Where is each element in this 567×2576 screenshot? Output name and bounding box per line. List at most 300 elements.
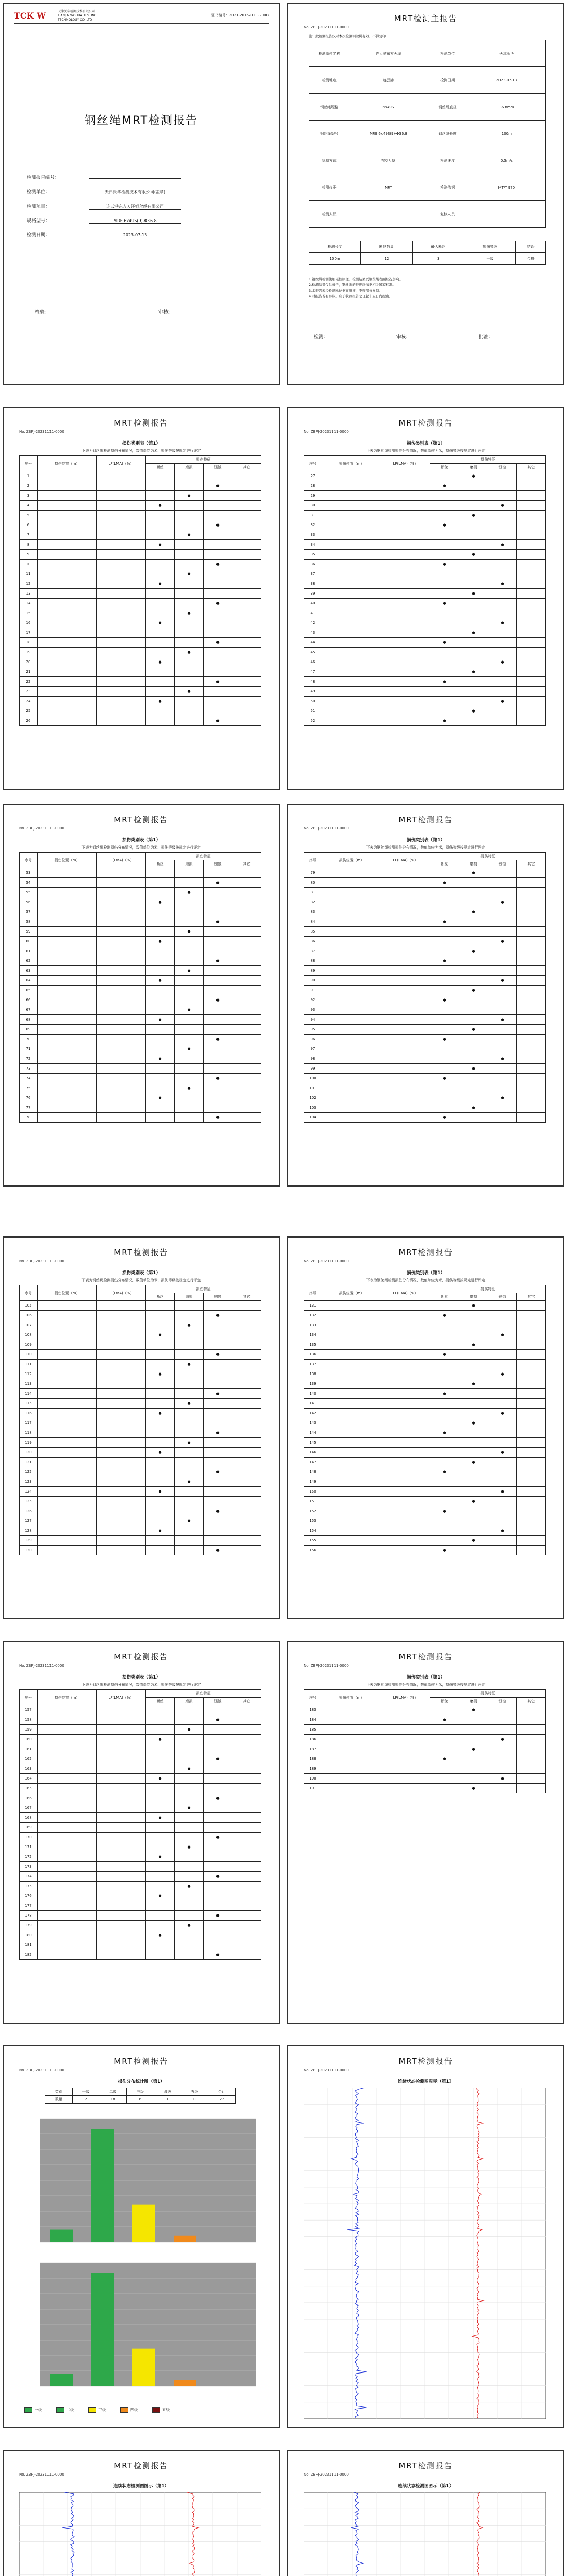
cell-mark (175, 1074, 204, 1083)
cell-lf (97, 1054, 146, 1064)
cell-mark (517, 1705, 546, 1715)
cell-index: 26 (20, 716, 38, 726)
cell-mark: ● (204, 1074, 232, 1083)
cell-position (322, 946, 381, 956)
cell-index: 141 (304, 1399, 322, 1409)
cell-mark (175, 560, 204, 569)
cell-mark (175, 481, 204, 491)
result-cell: 合格 (516, 253, 546, 265)
bar (174, 2380, 196, 2386)
cell-mark (204, 530, 232, 540)
cell-mark (232, 1409, 261, 1418)
summary-note: 注：此检测报告仅对本次检测钢丝绳有效，不得复印 (309, 34, 386, 38)
table-title: 损伤类别表（第1） (122, 1675, 160, 1680)
cell-mark (204, 1744, 232, 1754)
cell-mark (232, 540, 261, 550)
cell-mark (204, 1784, 232, 1793)
damage-page (3, 804, 280, 1187)
cell-mark (232, 1350, 261, 1360)
cell-mark (204, 1330, 232, 1340)
cell-position (38, 878, 97, 888)
cell-mark: ● (146, 1813, 175, 1823)
cell-mark (517, 589, 546, 599)
cell-mark: ● (175, 1477, 204, 1487)
cell-lf (97, 1409, 146, 1418)
cell-lf (97, 1458, 146, 1467)
result-cell: 3 (412, 253, 464, 265)
cell-lf (97, 520, 146, 530)
cell-lf (381, 638, 430, 648)
cell-lf (97, 1350, 146, 1360)
row-value (349, 201, 427, 228)
table-row (20, 986, 261, 995)
cell-position (38, 1301, 97, 1311)
cell-index: 158 (20, 1715, 38, 1725)
cell-mark (204, 1862, 232, 1872)
table-row (20, 1516, 261, 1526)
table-row (20, 540, 261, 550)
cell-mark (517, 1369, 546, 1379)
cell-mark (175, 1813, 204, 1823)
cell-lf (97, 1891, 146, 1901)
cell-mark (175, 1940, 204, 1950)
cell-lf (381, 1093, 430, 1103)
cell-position (38, 1852, 97, 1862)
cell-lf (381, 1764, 430, 1774)
cell-lf (381, 878, 430, 888)
row-value: MRE 6x49S(9)-Φ36.8 (349, 121, 427, 147)
cell-mark: ● (459, 1103, 488, 1113)
cell-mark (175, 1823, 204, 1833)
cell-index: 29 (304, 491, 322, 501)
cell-lf (381, 1389, 430, 1399)
cell-mark (459, 520, 488, 530)
cell-mark (430, 550, 459, 560)
cell-mark: ● (459, 907, 488, 917)
cell-position (38, 1793, 97, 1803)
cell-mark (517, 1497, 546, 1506)
cell-mark: ● (459, 1340, 488, 1350)
table-note: 下表为钢丝绳检测损伤分布情况，数值单位为米，损伤等级按规定进行评定 (366, 1683, 486, 1687)
cell-mark (488, 1025, 517, 1035)
cell-index: 149 (304, 1477, 322, 1487)
cell-mark: ● (430, 1113, 459, 1123)
summary-row (309, 94, 546, 121)
cell-mark (204, 1536, 232, 1546)
cell-position (322, 986, 381, 995)
cell-mark (459, 1093, 488, 1103)
cell-position (322, 868, 381, 878)
cell-lf (381, 530, 430, 540)
cell-mark (488, 1340, 517, 1350)
table-row (20, 1360, 261, 1369)
cell-mark (517, 511, 546, 520)
cell-position (38, 1862, 97, 1872)
cell-mark (517, 1735, 546, 1744)
cell-lf (381, 1103, 430, 1113)
cell-mark (146, 1833, 175, 1842)
cell-mark (204, 579, 232, 589)
stats-head-cell: 二级 (99, 2088, 127, 2096)
cell-lf (97, 491, 146, 501)
cell-mark: ● (430, 1035, 459, 1044)
cell-mark (488, 589, 517, 599)
cell-mark (488, 1725, 517, 1735)
cell-position (38, 888, 97, 897)
field-value: 2023-07-13 (89, 233, 181, 238)
cell-index: 119 (20, 1438, 38, 1448)
cell-mark (430, 687, 459, 697)
table-row (20, 1044, 261, 1054)
cell-mark: ● (430, 677, 459, 687)
cell-mark (146, 1705, 175, 1715)
cell-mark (517, 1093, 546, 1103)
cell-lf (381, 1399, 430, 1409)
damage-page (3, 407, 280, 790)
cell-mark: ● (430, 1506, 459, 1516)
cell-mark (232, 638, 261, 648)
cell-position (322, 917, 381, 927)
cell-position (38, 1074, 97, 1083)
cell-mark (232, 1744, 261, 1754)
cell-mark (232, 878, 261, 888)
cell-mark (146, 1862, 175, 1872)
cell-mark (146, 1842, 175, 1852)
cell-mark (204, 1852, 232, 1862)
field-label: 检测日期： (27, 233, 51, 238)
cell-mark (146, 1340, 175, 1350)
cell-mark (175, 638, 204, 648)
report-number: No. ZBFJ-20231111-0000 (304, 25, 349, 29)
result-head-cell: 最大断丝 (412, 241, 464, 253)
cell-lf (381, 1546, 430, 1555)
col-head: 损伤位置（m） (38, 456, 97, 471)
cell-mark (488, 917, 517, 927)
legend-label: 二级 (66, 2408, 74, 2412)
table-note: 下表为钢丝绳检测损伤分布情况，数值单位为米，损伤等级按规定进行评定 (366, 1278, 486, 1282)
cell-mark (430, 1301, 459, 1311)
table-row (304, 687, 546, 697)
cell-index: 87 (304, 946, 322, 956)
cell-mark: ● (175, 966, 204, 976)
cell-mark: ● (175, 1438, 204, 1448)
cell-mark (146, 1872, 175, 1882)
summary-row (309, 174, 546, 201)
cell-index: 140 (304, 1389, 322, 1399)
cell-mark (175, 868, 204, 878)
cell-index: 106 (20, 1311, 38, 1320)
cell-position (38, 1399, 97, 1409)
cell-mark (146, 1546, 175, 1555)
cell-index: 122 (20, 1467, 38, 1477)
table-header (20, 456, 261, 464)
cell-lf (97, 628, 146, 638)
cell-mark (430, 1409, 459, 1418)
cell-mark (204, 550, 232, 560)
col-head: 序号 (20, 853, 38, 868)
cell-mark: ● (146, 1330, 175, 1340)
result-cell: 100m (309, 253, 361, 265)
row-label2: 检测依据 (427, 174, 468, 201)
cell-mark (517, 1360, 546, 1369)
cell-index: 170 (20, 1833, 38, 1842)
stats-page (3, 2045, 280, 2428)
cell-mark (459, 1506, 488, 1516)
lma-curve (473, 2492, 483, 2576)
cell-mark (146, 1458, 175, 1467)
cell-mark: ● (175, 927, 204, 937)
cell-position (322, 716, 381, 726)
cell-mark (459, 1735, 488, 1744)
lf-curve (348, 2492, 367, 2576)
cell-position (322, 1015, 381, 1025)
cell-mark: ● (146, 1487, 175, 1497)
col-head: 损伤位置（m） (38, 1285, 97, 1301)
cell-mark: ● (175, 1842, 204, 1852)
cell-mark (488, 1467, 517, 1477)
cell-mark (204, 569, 232, 579)
cell-lf (97, 608, 146, 618)
col-head: 断丝 (146, 1698, 175, 1705)
cell-lf (97, 1852, 146, 1862)
stats-head-cell: 类别 (45, 2088, 73, 2096)
cell-mark: ● (146, 1369, 175, 1379)
table-row (304, 1044, 546, 1054)
cell-index: 155 (304, 1536, 322, 1546)
cell-mark (204, 1015, 232, 1025)
col-head: 其它 (517, 1698, 546, 1705)
cell-mark (232, 501, 261, 511)
cell-mark (430, 907, 459, 917)
table-row (20, 888, 261, 897)
cell-mark (459, 1546, 488, 1555)
cell-mark: ● (459, 667, 488, 677)
cell-lf (97, 1930, 146, 1940)
cell-index: 144 (304, 1428, 322, 1438)
cell-mark (232, 628, 261, 638)
cell-mark (459, 1320, 488, 1330)
page-title: MRT检测报告 (398, 815, 453, 824)
cell-mark (175, 1546, 204, 1555)
curve-page (3, 2450, 280, 2576)
cell-mark (232, 618, 261, 628)
bar (91, 2129, 114, 2242)
cell-mark (204, 1823, 232, 1833)
cell-mark (175, 1113, 204, 1123)
table-note: 下表为钢丝绳检测损伤分布情况，数值单位为米，损伤等级按规定进行评定 (81, 449, 201, 453)
cell-index: 112 (20, 1369, 38, 1379)
sign-reviewer: 审核： (396, 335, 411, 340)
cell-index: 35 (304, 550, 322, 560)
cell-mark (146, 1418, 175, 1428)
table-row (304, 569, 546, 579)
table-row (20, 868, 261, 878)
cell-mark (430, 628, 459, 638)
cell-mark (175, 1369, 204, 1379)
cell-mark (517, 667, 546, 677)
cell-position (322, 530, 381, 540)
cell-mark (204, 697, 232, 706)
cell-mark (232, 897, 261, 907)
cell-mark (146, 1389, 175, 1399)
cell-lf (381, 937, 430, 946)
cell-mark (146, 648, 175, 657)
result-cell: 一级 (464, 253, 515, 265)
col-head: 损伤位置（m） (322, 1285, 381, 1301)
cell-mark (175, 1350, 204, 1360)
cell-mark (146, 1764, 175, 1774)
table-row (20, 1330, 261, 1340)
cell-mark: ● (459, 1301, 488, 1311)
cell-mark (204, 657, 232, 667)
cell-lf (381, 995, 430, 1005)
cell-lf (97, 1103, 146, 1113)
cell-lf (97, 687, 146, 697)
cell-mark: ● (175, 569, 204, 579)
field-value (89, 178, 181, 179)
cell-mark: ● (488, 1369, 517, 1379)
cell-index: 28 (304, 481, 322, 491)
table-row (20, 530, 261, 540)
table-row (20, 1389, 261, 1399)
cell-position (38, 618, 97, 628)
cell-index: 94 (304, 1015, 322, 1025)
cell-index: 44 (304, 638, 322, 648)
table-row (20, 511, 261, 520)
cell-mark: ● (146, 1015, 175, 1025)
cell-position (38, 1005, 97, 1015)
cell-index: 148 (304, 1467, 322, 1477)
cell-position (322, 1477, 381, 1487)
group-head: 损伤特征 (146, 1285, 261, 1293)
cell-position (38, 667, 97, 677)
bar (91, 2273, 114, 2386)
cell-position (38, 1744, 97, 1754)
cell-mark (459, 1074, 488, 1083)
cell-index: 179 (20, 1921, 38, 1930)
cell-lf (97, 1093, 146, 1103)
cell-mark: ● (175, 530, 204, 540)
cell-mark (175, 1891, 204, 1901)
cell-lf (381, 520, 430, 530)
cell-mark (146, 1715, 175, 1725)
cell-position (38, 897, 97, 907)
cell-mark (146, 927, 175, 937)
cell-mark: ● (430, 878, 459, 888)
cell-index: 191 (304, 1784, 322, 1793)
cell-mark (175, 1911, 204, 1921)
cell-mark (459, 1428, 488, 1438)
cell-mark: ● (430, 956, 459, 966)
cell-index: 67 (20, 1005, 38, 1015)
table-title: 损伤类别表（第1） (407, 838, 445, 843)
field-label: 规格型号： (27, 218, 51, 224)
page-title: MRT检测报告 (114, 1248, 169, 1257)
cell-mark (146, 1882, 175, 1891)
table-row (20, 1301, 261, 1311)
cell-lf (381, 1035, 430, 1044)
table-row (20, 716, 261, 726)
row-label2: 钢丝绳直径 (427, 94, 468, 121)
cell-mark (175, 1458, 204, 1467)
cell-index: 8 (20, 540, 38, 550)
cell-mark (232, 667, 261, 677)
cell-position (38, 907, 97, 917)
table-row (304, 589, 546, 599)
cell-lf (97, 1813, 146, 1823)
cell-position (38, 1715, 97, 1725)
cell-index: 2 (20, 481, 38, 491)
table-row (304, 706, 546, 716)
cell-mark (232, 1891, 261, 1901)
cell-index: 147 (304, 1458, 322, 1467)
table-row (304, 1369, 546, 1379)
cell-mark (517, 1764, 546, 1774)
cell-mark: ● (204, 1715, 232, 1725)
cell-mark (517, 1536, 546, 1546)
group-head: 损伤特征 (146, 853, 261, 860)
cell-mark (488, 716, 517, 726)
cell-index: 9 (20, 550, 38, 560)
cell-mark (459, 1113, 488, 1123)
cell-position (38, 995, 97, 1005)
report-number: No. ZBFJ-20231111-0000 (304, 430, 349, 434)
cell-position (322, 599, 381, 608)
cell-lf (381, 550, 430, 560)
summary-page (287, 3, 564, 385)
table-row (20, 1506, 261, 1516)
cell-index: 146 (304, 1448, 322, 1458)
cell-mark (459, 917, 488, 927)
cover-page (3, 3, 280, 385)
cell-position (38, 1546, 97, 1555)
table-row (304, 1497, 546, 1506)
cell-lf (381, 917, 430, 927)
cell-mark: ● (430, 638, 459, 648)
cell-mark (146, 1113, 175, 1123)
cell-lf (381, 1715, 430, 1725)
cell-index: 177 (20, 1901, 38, 1911)
table-row (304, 1311, 546, 1320)
cell-mark (459, 1399, 488, 1409)
cell-mark (488, 491, 517, 501)
cell-mark (488, 1389, 517, 1399)
table-row (20, 1546, 261, 1555)
cell-mark (488, 471, 517, 481)
cell-mark (488, 1506, 517, 1516)
cell-mark: ● (146, 618, 175, 628)
cell-index: 98 (304, 1054, 322, 1064)
cell-mark: ● (175, 1083, 204, 1093)
cell-mark (517, 1784, 546, 1793)
cell-mark (175, 1379, 204, 1389)
table-row (304, 937, 546, 946)
cell-index: 13 (20, 589, 38, 599)
cell-mark: ● (175, 888, 204, 897)
cell-mark (232, 550, 261, 560)
cell-mark (430, 1015, 459, 1025)
cell-mark (146, 907, 175, 917)
cell-index: 6 (20, 520, 38, 530)
cell-lf (97, 1369, 146, 1379)
table-row (304, 697, 546, 706)
cell-mark (459, 1330, 488, 1340)
cell-mark (459, 1360, 488, 1369)
table-row (20, 1428, 261, 1438)
table-note: 下表为钢丝绳检测损伤分布情况，数值单位为米，损伤等级按规定进行评定 (81, 1683, 201, 1687)
table-row (304, 1744, 546, 1754)
cell-position (322, 550, 381, 560)
